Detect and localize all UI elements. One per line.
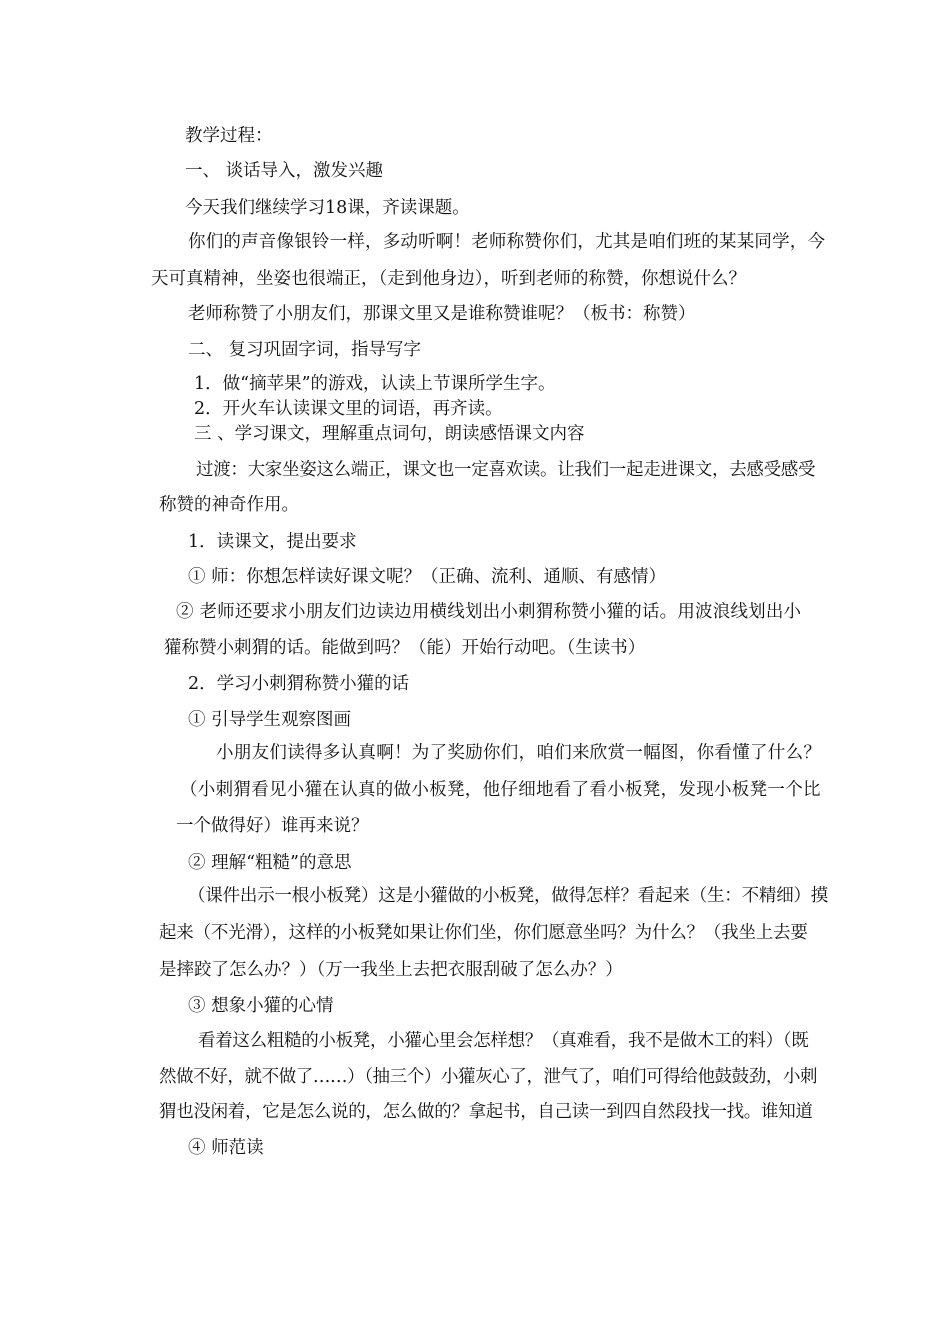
list-item: ① 师：你想怎样读好课文呢？（正确、流利、通顺、有感情） — [188, 567, 667, 587]
paragraph-line: 小朋友们读得多认真啊！为了奖励你们，咱们来欣赏一幅图，你看懂了什么？ — [216, 743, 822, 763]
section-heading-2: 二、 复习巩固字词，指导写字 — [188, 340, 422, 360]
paragraph-line: 獾称赞小刺猬的话。能做到吗？（能）开始行动吧。（生读书） — [164, 638, 646, 658]
paragraph-line: 今天我们继续学习18课，齐读课题。 — [185, 198, 470, 218]
paragraph-line: 是摔跤了怎么办？）（万一我坐上去把衣服刮破了怎么办？） — [159, 960, 623, 980]
list-item: 1．做“摘苹果”的游戏，认读上节课所学生字。 — [194, 374, 556, 394]
section-heading-teaching-process: 教学过程： — [185, 126, 273, 146]
list-item: ② 理解“粗糙”的意思 — [188, 853, 352, 873]
paragraph-line: 你们的声音像银铃一样，多动听啊！老师称赞你们，尤其是咱们班的某某同学，今 — [188, 232, 826, 252]
paragraph-line: 然做不好，就不做了……）（抽三个）小獾灰心了，泄气了，咱们可得给他鼓鼓劲，小刺 — [159, 1067, 818, 1087]
list-item: ② 老师还要求小朋友们边读边用横线划出小刺猬称赞小獾的话。用波浪线划出小 — [176, 602, 802, 622]
paragraph-line: （课件出示一根小板凳）这是小獾做的小板凳，做得怎样？看起来（生：不精细）摸 — [188, 886, 829, 906]
section-heading-3: 三 、学习课文，理解重点词句，朗读感悟课文内容 — [194, 424, 585, 444]
list-item: 2．学习小刺猬称赞小獾的话 — [188, 674, 410, 694]
list-item: ④ 师范读 — [188, 1138, 264, 1158]
paragraph-line: 称赞的神奇作用。 — [159, 495, 299, 515]
list-item: 1．读课文，提出要求 — [188, 532, 357, 552]
paragraph-line: 看着这么粗糙的小板凳，小獾心里会怎样想？（真难看，我不是做木工的料）（既 — [198, 1031, 809, 1051]
list-item: 2．开火车认读课文里的词语，再齐读。 — [194, 399, 503, 419]
paragraph-line: 猬也没闲着，它是怎么说的，怎么做的？拿起书，自己读一到四自然段找一找。谁知道 — [159, 1102, 813, 1122]
section-heading-1: 一、 谈话导入，激发兴趣 — [185, 161, 384, 181]
list-item: ① 引导学生观察图画 — [188, 710, 352, 730]
paragraph-line: 起来（不光滑），这样的小板凳如果让你们坐，你们愿意坐吗？为什么？（我坐上去要 — [159, 923, 808, 943]
paragraph-line: 天可真精神，坐姿也很端正，（走到他身边），听到老师的称赞，你想说什么？ — [151, 269, 746, 289]
list-item: ③ 想象小獾的心情 — [188, 996, 334, 1016]
paragraph-line: 一个做得好）谁再来说？ — [176, 816, 369, 836]
paragraph-line: （小刺猬看见小獾在认真的做小板凳，他仔细地看了看小板凳，发现小板凳一个比 — [180, 780, 821, 800]
paragraph-line: 过渡：大家坐姿这么端正，课文也一定喜欢读。让我们一起走进课文，去感受感受 — [196, 460, 816, 480]
paragraph-line: 老师称赞了小朋友们，那课文里又是谁称赞谁呢？（板书：称赞） — [188, 304, 696, 324]
